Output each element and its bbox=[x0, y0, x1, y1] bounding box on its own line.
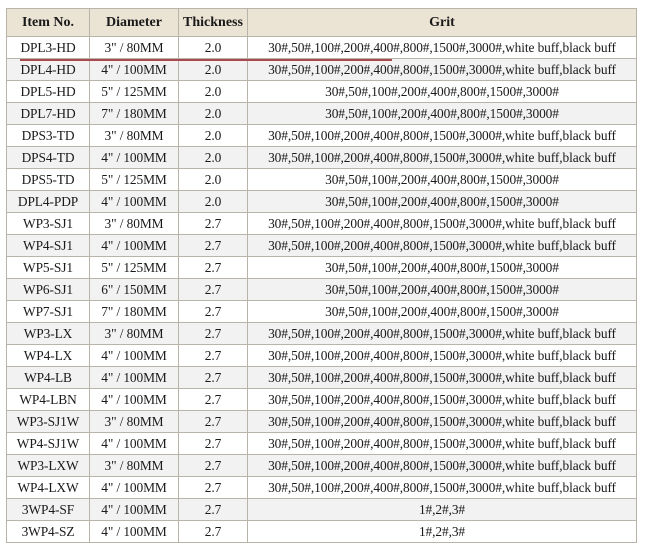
cell-grit: 30#,50#,100#,200#,400#,800#,1500#,3000# bbox=[248, 103, 637, 125]
cell-grit: 30#,50#,100#,200#,400#,800#,1500#,3000# bbox=[248, 81, 637, 103]
cell-diameter: 4" / 100MM bbox=[90, 367, 179, 389]
cell-grit: 30#,50#,100#,200#,400#,800#,1500#,3000#,white buff,black buff bbox=[248, 323, 637, 345]
cell-diameter: 5" / 125MM bbox=[90, 257, 179, 279]
cell-thickness: 2.7 bbox=[179, 477, 248, 499]
table-row bbox=[7, 257, 637, 279]
table-row bbox=[7, 411, 637, 433]
cell-thickness: 2.0 bbox=[179, 169, 248, 191]
cell-grit: 30#,50#,100#,200#,400#,800#,1500#,3000# bbox=[248, 257, 637, 279]
table-row bbox=[7, 389, 637, 411]
header-diameter: Diameter bbox=[90, 9, 179, 37]
cell-grit: 30#,50#,100#,200#,400#,800#,1500#,3000#,white buff,black buff bbox=[248, 411, 637, 433]
table-row bbox=[7, 147, 637, 169]
cell-diameter: 3" / 80MM bbox=[90, 411, 179, 433]
cell-diameter: 7" / 180MM bbox=[90, 301, 179, 323]
cell-thickness: 2.7 bbox=[179, 323, 248, 345]
cell-grit: 30#,50#,100#,200#,400#,800#,1500#,3000# bbox=[248, 279, 637, 301]
cell-thickness: 2.7 bbox=[179, 279, 248, 301]
header-item-no: Item No. bbox=[7, 9, 90, 37]
cell-diameter: 3" / 80MM bbox=[90, 37, 179, 59]
header-row bbox=[7, 9, 637, 37]
cell-grit: 30#,50#,100#,200#,400#,800#,1500#,3000#,white buff,black buff bbox=[248, 125, 637, 147]
cell-thickness: 2.0 bbox=[179, 147, 248, 169]
cell-item-no: WP7-SJ1 bbox=[7, 301, 90, 323]
cell-grit: 30#,50#,100#,200#,400#,800#,1500#,3000# bbox=[248, 169, 637, 191]
cell-item-no: DPL4-PDP bbox=[7, 191, 90, 213]
table-row bbox=[7, 367, 637, 389]
cell-diameter: 3" / 80MM bbox=[90, 213, 179, 235]
cell-item-no: WP3-LXW bbox=[7, 455, 90, 477]
cell-thickness: 2.7 bbox=[179, 345, 248, 367]
cell-grit: 30#,50#,100#,200#,400#,800#,1500#,3000#,white buff,black buff bbox=[248, 367, 637, 389]
table-body bbox=[7, 37, 637, 543]
cell-diameter: 4" / 100MM bbox=[90, 345, 179, 367]
table-row bbox=[7, 455, 637, 477]
cell-item-no: DPS3-TD bbox=[7, 125, 90, 147]
cell-thickness: 2.7 bbox=[179, 213, 248, 235]
table-row bbox=[7, 81, 637, 103]
table-row bbox=[7, 37, 637, 59]
cell-item-no: DPL4-HD bbox=[7, 59, 90, 81]
cell-thickness: 2.7 bbox=[179, 257, 248, 279]
cell-thickness: 2.7 bbox=[179, 521, 248, 543]
table-row bbox=[7, 279, 637, 301]
cell-item-no: WP4-LBN bbox=[7, 389, 90, 411]
cell-grit: 30#,50#,100#,200#,400#,800#,1500#,3000#,white buff,black buff bbox=[248, 389, 637, 411]
product-spec-table bbox=[6, 8, 637, 543]
cell-grit: 30#,50#,100#,200#,400#,800#,1500#,3000# bbox=[248, 301, 637, 323]
cell-grit: 30#,50#,100#,200#,400#,800#,1500#,3000#,white buff,black buff bbox=[248, 37, 637, 59]
cell-grit: 30#,50#,100#,200#,400#,800#,1500#,3000#,white buff,black buff bbox=[248, 147, 637, 169]
table-row bbox=[7, 169, 637, 191]
cell-diameter: 4" / 100MM bbox=[90, 147, 179, 169]
table-row bbox=[7, 499, 637, 521]
cell-diameter: 4" / 100MM bbox=[90, 433, 179, 455]
product-table-container bbox=[6, 8, 636, 543]
cell-thickness: 2.7 bbox=[179, 389, 248, 411]
cell-diameter: 3" / 80MM bbox=[90, 455, 179, 477]
cell-diameter: 5" / 125MM bbox=[90, 169, 179, 191]
cell-diameter: 5" / 125MM bbox=[90, 81, 179, 103]
cell-item-no: WP6-SJ1 bbox=[7, 279, 90, 301]
cell-thickness: 2.0 bbox=[179, 191, 248, 213]
cell-diameter: 4" / 100MM bbox=[90, 521, 179, 543]
cell-thickness: 2.7 bbox=[179, 499, 248, 521]
cell-thickness: 2.7 bbox=[179, 301, 248, 323]
cell-diameter: 7" / 180MM bbox=[90, 103, 179, 125]
cell-item-no: WP4-LB bbox=[7, 367, 90, 389]
cell-item-no: DPS4-TD bbox=[7, 147, 90, 169]
cell-item-no: WP4-LX bbox=[7, 345, 90, 367]
cell-item-no: DPL5-HD bbox=[7, 81, 90, 103]
table-row bbox=[7, 433, 637, 455]
cell-item-no: WP3-SJ1 bbox=[7, 213, 90, 235]
cell-thickness: 2.0 bbox=[179, 125, 248, 147]
cell-grit: 1#,2#,3# bbox=[248, 521, 637, 543]
cell-thickness: 2.0 bbox=[179, 59, 248, 81]
header-grit: Grit bbox=[248, 9, 637, 37]
cell-thickness: 2.0 bbox=[179, 103, 248, 125]
table-row bbox=[7, 345, 637, 367]
cell-diameter: 3" / 80MM bbox=[90, 323, 179, 345]
cell-item-no: DPL7-HD bbox=[7, 103, 90, 125]
table-row bbox=[7, 213, 637, 235]
cell-item-no: DPL3-HD bbox=[7, 37, 90, 59]
cell-grit: 30#,50#,100#,200#,400#,800#,1500#,3000#,white buff,black buff bbox=[248, 433, 637, 455]
cell-item-no: WP4-SJ1 bbox=[7, 235, 90, 257]
table-row bbox=[7, 59, 637, 81]
cell-grit: 30#,50#,100#,200#,400#,800#,1500#,3000#,white buff,black buff bbox=[248, 345, 637, 367]
cell-diameter: 4" / 100MM bbox=[90, 59, 179, 81]
cell-diameter: 3" / 80MM bbox=[90, 125, 179, 147]
cell-item-no: 3WP4-SF bbox=[7, 499, 90, 521]
cell-diameter: 4" / 100MM bbox=[90, 389, 179, 411]
cell-grit: 30#,50#,100#,200#,400#,800#,1500#,3000#,white buff,black buff bbox=[248, 213, 637, 235]
cell-grit: 1#,2#,3# bbox=[248, 499, 637, 521]
table-row bbox=[7, 191, 637, 213]
cell-item-no: WP5-SJ1 bbox=[7, 257, 90, 279]
cell-diameter: 6" / 150MM bbox=[90, 279, 179, 301]
cell-grit: 30#,50#,100#,200#,400#,800#,1500#,3000#,white buff,black buff bbox=[248, 59, 637, 81]
table-row bbox=[7, 125, 637, 147]
cell-thickness: 2.7 bbox=[179, 411, 248, 433]
cell-thickness: 2.7 bbox=[179, 367, 248, 389]
cell-thickness: 2.0 bbox=[179, 37, 248, 59]
cell-thickness: 2.7 bbox=[179, 455, 248, 477]
cell-grit: 30#,50#,100#,200#,400#,800#,1500#,3000#,white buff,black buff bbox=[248, 235, 637, 257]
cell-item-no: WP4-LXW bbox=[7, 477, 90, 499]
cell-item-no: DPS5-TD bbox=[7, 169, 90, 191]
cell-item-no: 3WP4-SZ bbox=[7, 521, 90, 543]
red-underline-mark bbox=[20, 59, 392, 61]
table-row bbox=[7, 103, 637, 125]
cell-grit: 30#,50#,100#,200#,400#,800#,1500#,3000#,white buff,black buff bbox=[248, 477, 637, 499]
cell-thickness: 2.7 bbox=[179, 235, 248, 257]
cell-diameter: 4" / 100MM bbox=[90, 499, 179, 521]
cell-item-no: WP4-SJ1W bbox=[7, 433, 90, 455]
cell-thickness: 2.0 bbox=[179, 81, 248, 103]
table-row bbox=[7, 521, 637, 543]
cell-diameter: 4" / 100MM bbox=[90, 235, 179, 257]
table-row bbox=[7, 235, 637, 257]
cell-diameter: 4" / 100MM bbox=[90, 191, 179, 213]
table-row bbox=[7, 301, 637, 323]
cell-thickness: 2.7 bbox=[179, 433, 248, 455]
cell-diameter: 4" / 100MM bbox=[90, 477, 179, 499]
cell-grit: 30#,50#,100#,200#,400#,800#,1500#,3000# bbox=[248, 191, 637, 213]
cell-grit: 30#,50#,100#,200#,400#,800#,1500#,3000#,white buff,black buff bbox=[248, 455, 637, 477]
table-row bbox=[7, 477, 637, 499]
table-row bbox=[7, 323, 637, 345]
cell-item-no: WP3-SJ1W bbox=[7, 411, 90, 433]
cell-item-no: WP3-LX bbox=[7, 323, 90, 345]
header-thickness: Thickness bbox=[179, 9, 248, 37]
